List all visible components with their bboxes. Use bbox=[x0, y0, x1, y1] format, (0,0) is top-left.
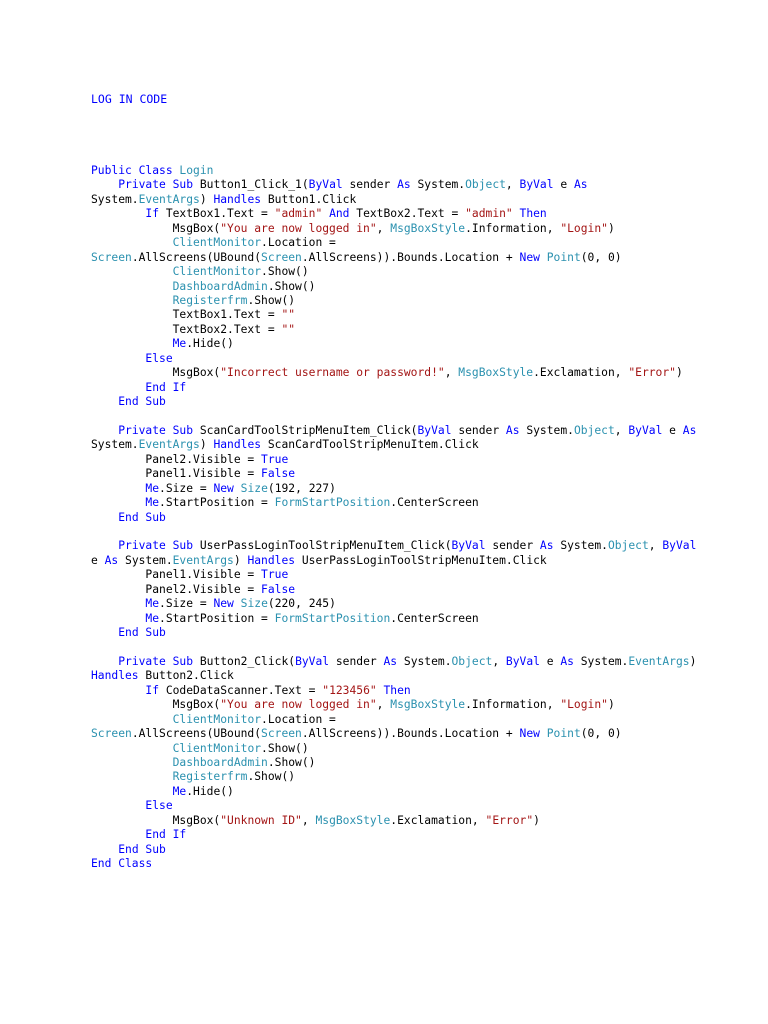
code-type-name: Registerfrm bbox=[172, 770, 248, 784]
code-string: "Incorrect username or password!" bbox=[220, 366, 445, 380]
code-line bbox=[91, 511, 696, 525]
code-keyword: New bbox=[519, 727, 547, 741]
code-text: Button2.Click bbox=[145, 669, 234, 683]
code-text: .Exclamation, bbox=[390, 813, 486, 827]
code-keyword: As bbox=[104, 553, 126, 567]
code-type-name: Size bbox=[240, 597, 268, 611]
code-string: "" bbox=[281, 308, 296, 322]
code-type-name: Screen bbox=[261, 727, 302, 741]
code-line bbox=[91, 626, 696, 640]
code-text: .Location = bbox=[261, 712, 336, 726]
code-text: .StartPosition = bbox=[159, 611, 275, 625]
code-text bbox=[91, 337, 173, 350]
code-text: sender bbox=[458, 423, 506, 437]
code-text: e bbox=[560, 178, 574, 192]
code-text: System. bbox=[560, 539, 608, 553]
code-line bbox=[91, 843, 696, 857]
code-line bbox=[91, 669, 696, 683]
code-line bbox=[91, 207, 696, 221]
code-keyword: And bbox=[322, 207, 357, 221]
code-type-name: ClientMonitor bbox=[172, 741, 262, 755]
code-text: .Hide() bbox=[186, 337, 234, 351]
code-text: ) bbox=[199, 438, 214, 452]
code-type-name: Point bbox=[546, 727, 581, 741]
code-text: System. bbox=[91, 438, 139, 452]
code-text: , bbox=[376, 698, 391, 712]
code-keyword: True bbox=[261, 452, 289, 466]
code-keyword: If bbox=[145, 207, 166, 221]
code-keyword: New bbox=[213, 597, 241, 611]
code-text: .StartPosition = bbox=[159, 496, 275, 510]
code-type-name: Screen bbox=[91, 727, 132, 741]
code-text: UserPassLoginToolStripMenuItem_Click( bbox=[199, 539, 452, 553]
code-line bbox=[91, 655, 696, 669]
code-text: ) bbox=[233, 553, 248, 567]
code-line bbox=[91, 438, 696, 452]
code-text: .AllScreens(UBound( bbox=[131, 727, 262, 741]
code-type-name: ClientMonitor bbox=[172, 236, 262, 250]
code-type-name: MsgBoxStyle bbox=[458, 366, 534, 380]
code-text bbox=[91, 626, 118, 639]
code-keyword: As bbox=[682, 423, 697, 437]
code-keyword: ByVal bbox=[662, 539, 697, 553]
code-text: , bbox=[444, 366, 459, 380]
code-type-name: Point bbox=[546, 250, 581, 264]
code-text: Panel2.Visible = bbox=[91, 452, 262, 466]
code-text: System. bbox=[526, 423, 574, 437]
code-text: TextBox2.Text = bbox=[356, 207, 466, 221]
code-text bbox=[91, 352, 145, 365]
code-text bbox=[91, 742, 173, 755]
code-text: ) bbox=[199, 192, 214, 206]
code-text: .Show() bbox=[267, 279, 316, 293]
code-text bbox=[91, 597, 145, 610]
code-type-name: Registerfrm bbox=[172, 293, 248, 307]
code-text: .Information, bbox=[465, 221, 561, 235]
code-line bbox=[91, 381, 696, 395]
code-line bbox=[91, 251, 696, 265]
code-keyword: New bbox=[519, 250, 547, 264]
code-string: "Error" bbox=[628, 366, 676, 380]
code-line bbox=[91, 496, 696, 510]
code-text: Panel1.Visible = bbox=[91, 467, 262, 481]
code-line bbox=[91, 164, 696, 178]
code-text bbox=[91, 612, 145, 625]
code-line bbox=[91, 770, 696, 784]
code-type-name: Object bbox=[465, 178, 506, 192]
code-keyword: True bbox=[261, 568, 289, 582]
code-text: .Show() bbox=[261, 265, 309, 279]
code-text bbox=[91, 265, 173, 278]
code-line bbox=[91, 222, 696, 236]
code-block bbox=[91, 164, 696, 871]
code-keyword: Handles bbox=[247, 553, 302, 567]
code-text: ScanCardToolStripMenuItem.Click bbox=[267, 438, 479, 452]
code-keyword: If bbox=[145, 683, 166, 697]
code-text: e bbox=[669, 423, 683, 437]
code-text: MsgBox( bbox=[91, 813, 221, 827]
code-text: TextBox1.Text = bbox=[91, 308, 282, 322]
code-keyword: ByVal bbox=[417, 423, 459, 437]
code-line bbox=[91, 857, 696, 871]
code-keyword: Private Sub bbox=[118, 539, 200, 553]
code-text: Panel2.Visible = bbox=[91, 582, 262, 596]
code-text: , bbox=[648, 539, 663, 553]
code-keyword: Public Class bbox=[91, 164, 180, 177]
code-text: .Show() bbox=[247, 293, 296, 307]
code-text bbox=[91, 756, 173, 769]
code-text: System. bbox=[403, 654, 452, 668]
code-type-name: Screen bbox=[261, 250, 302, 264]
code-type-name: FormStartPosition bbox=[274, 496, 391, 510]
code-line bbox=[91, 814, 696, 828]
code-text bbox=[91, 294, 173, 307]
code-line bbox=[91, 409, 696, 423]
code-text: .AllScreens(UBound( bbox=[131, 250, 262, 264]
code-text bbox=[91, 496, 145, 509]
code-keyword: As bbox=[560, 654, 581, 668]
code-keyword: Then bbox=[376, 683, 411, 697]
code-text: ) bbox=[607, 698, 615, 712]
code-line bbox=[91, 366, 696, 380]
code-text bbox=[91, 207, 145, 220]
code-keyword: Handles bbox=[91, 669, 146, 683]
code-keyword: Private Sub bbox=[118, 654, 200, 668]
code-text: , bbox=[376, 221, 391, 235]
code-text: Button1_Click_1( bbox=[199, 178, 309, 192]
code-line bbox=[91, 467, 696, 481]
code-line bbox=[91, 337, 696, 351]
code-keyword: End Sub bbox=[118, 626, 166, 639]
code-text: CodeDataScanner.Text = bbox=[165, 683, 323, 697]
code-type-name: Screen bbox=[91, 250, 132, 264]
code-keyword: ByVal bbox=[308, 178, 350, 192]
code-line bbox=[91, 395, 696, 409]
code-keyword: Me bbox=[145, 611, 160, 625]
code-line bbox=[91, 828, 696, 842]
code-line bbox=[91, 684, 696, 698]
code-text: .Information, bbox=[465, 698, 561, 712]
code-keyword: End Sub bbox=[118, 510, 166, 524]
code-keyword: Me bbox=[172, 337, 187, 351]
code-text bbox=[91, 799, 145, 812]
code-line bbox=[91, 539, 696, 553]
code-keyword: False bbox=[261, 467, 296, 481]
code-type-name: ClientMonitor bbox=[172, 265, 262, 279]
code-text: .Show() bbox=[247, 770, 296, 784]
code-keyword: As bbox=[397, 178, 418, 192]
code-text: TextBox2.Text = bbox=[91, 322, 282, 336]
code-type-name: FormStartPosition bbox=[274, 611, 391, 625]
code-string: "Unknown ID" bbox=[220, 813, 302, 827]
code-keyword: Me bbox=[145, 597, 160, 611]
code-text: , bbox=[505, 178, 520, 192]
code-text: (0, 0) bbox=[580, 727, 622, 741]
code-keyword: Then bbox=[512, 207, 547, 221]
code-text: ScanCardToolStripMenuItem_Click( bbox=[199, 423, 418, 437]
code-line bbox=[91, 727, 696, 741]
code-type-name: Size bbox=[240, 481, 268, 495]
code-line bbox=[91, 583, 696, 597]
code-keyword: ByVal bbox=[519, 178, 561, 192]
page-heading: LOG IN CODE bbox=[91, 92, 168, 106]
code-keyword: ByVal bbox=[295, 654, 336, 668]
code-text: .Exclamation, bbox=[533, 366, 629, 380]
code-text: Button2_Click( bbox=[199, 654, 296, 668]
code-text: ) bbox=[675, 366, 683, 380]
code-text bbox=[91, 713, 173, 726]
code-line bbox=[91, 323, 696, 337]
code-keyword: As bbox=[539, 539, 561, 553]
code-text bbox=[91, 236, 173, 249]
code-text: .Show() bbox=[261, 741, 309, 755]
code-keyword: End Sub bbox=[118, 842, 166, 856]
code-text: , bbox=[492, 654, 506, 668]
code-line bbox=[91, 265, 696, 279]
code-text: Button1.Click bbox=[267, 192, 357, 206]
code-line bbox=[91, 308, 696, 322]
code-text: .CenterScreen bbox=[390, 496, 479, 510]
code-text bbox=[91, 655, 118, 668]
code-type-name: DashboardAdmin bbox=[172, 279, 268, 293]
code-type-name: EventArgs bbox=[138, 192, 200, 206]
code-text: .Hide() bbox=[186, 784, 234, 798]
code-keyword: End If bbox=[145, 380, 187, 394]
code-keyword: ByVal bbox=[628, 423, 670, 437]
code-string: "Error" bbox=[485, 813, 534, 827]
code-text: (220, 245) bbox=[267, 597, 336, 611]
code-text: .AllScreens)).Bounds.Location + bbox=[301, 727, 520, 741]
code-text: System. bbox=[417, 178, 466, 192]
code-keyword: Private Sub bbox=[118, 178, 200, 192]
code-line bbox=[91, 294, 696, 308]
code-line bbox=[91, 612, 696, 626]
code-line bbox=[91, 554, 696, 568]
code-text: e bbox=[91, 553, 105, 567]
code-string: "123456" bbox=[322, 683, 377, 697]
code-string: "Login" bbox=[560, 221, 608, 235]
code-text: ) bbox=[689, 654, 697, 668]
code-line bbox=[91, 280, 696, 294]
code-text: .Size = bbox=[159, 481, 214, 495]
code-string: "admin" bbox=[274, 207, 323, 221]
code-line bbox=[91, 568, 696, 582]
code-text: System. bbox=[91, 192, 139, 206]
code-keyword: End If bbox=[145, 828, 187, 842]
code-keyword: As bbox=[383, 654, 404, 668]
code-line bbox=[91, 525, 696, 539]
code-keyword: False bbox=[261, 582, 296, 596]
code-text: TextBox1.Text = bbox=[165, 207, 275, 221]
code-type-name: Object bbox=[607, 539, 649, 553]
code-keyword: ByVal bbox=[451, 539, 493, 553]
code-text bbox=[91, 395, 118, 408]
code-text: .Location = bbox=[261, 236, 336, 250]
code-text: .Show() bbox=[267, 755, 316, 769]
code-keyword: End Class bbox=[91, 857, 153, 870]
code-keyword: As bbox=[573, 178, 588, 192]
code-text bbox=[91, 424, 118, 437]
code-keyword: Else bbox=[145, 351, 173, 365]
code-type-name: DashboardAdmin bbox=[172, 755, 268, 769]
code-text: (192, 227) bbox=[267, 481, 336, 495]
code-line bbox=[91, 178, 696, 192]
code-line bbox=[91, 698, 696, 712]
code-text bbox=[91, 785, 173, 798]
code-keyword: Else bbox=[145, 799, 173, 813]
code-string: "You are now logged in" bbox=[220, 698, 377, 712]
code-text bbox=[91, 381, 145, 394]
code-text: MsgBox( bbox=[91, 366, 221, 380]
code-text: UserPassLoginToolStripMenuItem.Click bbox=[301, 553, 547, 567]
code-text: sender bbox=[349, 178, 398, 192]
code-line bbox=[91, 785, 696, 799]
code-text bbox=[91, 770, 173, 783]
code-text: .AllScreens)).Bounds.Location + bbox=[301, 250, 520, 264]
code-string: "Login" bbox=[560, 698, 608, 712]
code-type-name: EventArgs bbox=[138, 438, 200, 452]
code-text: System. bbox=[125, 553, 173, 567]
code-line bbox=[91, 482, 696, 496]
code-line bbox=[91, 453, 696, 467]
code-line bbox=[91, 236, 696, 250]
code-keyword: ByVal bbox=[505, 654, 547, 668]
code-text: , bbox=[301, 813, 316, 827]
code-text: e bbox=[546, 654, 561, 668]
code-keyword: End Sub bbox=[118, 395, 166, 408]
code-type-name: EventArgs bbox=[628, 654, 690, 668]
code-text: Panel1.Visible = bbox=[91, 568, 262, 582]
code-type-name: MsgBoxStyle bbox=[315, 813, 391, 827]
code-text bbox=[91, 684, 145, 697]
code-keyword: New bbox=[213, 481, 241, 495]
code-text bbox=[91, 843, 118, 856]
code-line bbox=[91, 742, 696, 756]
code-text: sender bbox=[492, 539, 540, 553]
code-text bbox=[91, 539, 118, 552]
code-text bbox=[91, 482, 145, 495]
code-text: ) bbox=[607, 221, 615, 235]
code-type-name: Object bbox=[573, 423, 615, 437]
code-type-name: Login bbox=[179, 164, 214, 177]
code-line bbox=[91, 193, 696, 207]
code-keyword: Handles bbox=[213, 192, 268, 206]
code-type-name: MsgBoxStyle bbox=[390, 698, 466, 712]
code-text: ) bbox=[533, 813, 540, 827]
code-string: "admin" bbox=[465, 207, 513, 221]
code-line bbox=[91, 713, 696, 727]
code-text: (0, 0) bbox=[580, 250, 622, 264]
code-line bbox=[91, 352, 696, 366]
code-keyword: Private Sub bbox=[118, 423, 200, 437]
code-string: "" bbox=[281, 322, 296, 336]
code-type-name: Object bbox=[451, 654, 493, 668]
code-type-name: ClientMonitor bbox=[172, 712, 262, 726]
code-text: MsgBox( bbox=[91, 221, 221, 235]
code-text bbox=[91, 511, 118, 524]
code-keyword: Me bbox=[172, 784, 187, 798]
code-keyword: Me bbox=[145, 481, 160, 495]
code-line bbox=[91, 756, 696, 770]
code-text bbox=[91, 280, 173, 293]
code-text: , bbox=[614, 423, 629, 437]
code-keyword: As bbox=[505, 423, 527, 437]
code-line bbox=[91, 640, 696, 654]
code-type-name: EventArgs bbox=[172, 553, 234, 567]
code-line bbox=[91, 597, 696, 611]
code-text: sender bbox=[335, 654, 384, 668]
code-text bbox=[91, 178, 118, 191]
code-text: System. bbox=[580, 654, 629, 668]
code-type-name: MsgBoxStyle bbox=[390, 221, 466, 235]
code-text: .Size = bbox=[159, 597, 214, 611]
code-line bbox=[91, 799, 696, 813]
code-text: .CenterScreen bbox=[390, 611, 479, 625]
code-keyword: Handles bbox=[213, 438, 268, 452]
code-text bbox=[91, 828, 145, 841]
code-keyword: Me bbox=[145, 496, 160, 510]
code-string: "You are now logged in" bbox=[220, 221, 377, 235]
code-line bbox=[91, 424, 696, 438]
code-text: MsgBox( bbox=[91, 698, 221, 712]
